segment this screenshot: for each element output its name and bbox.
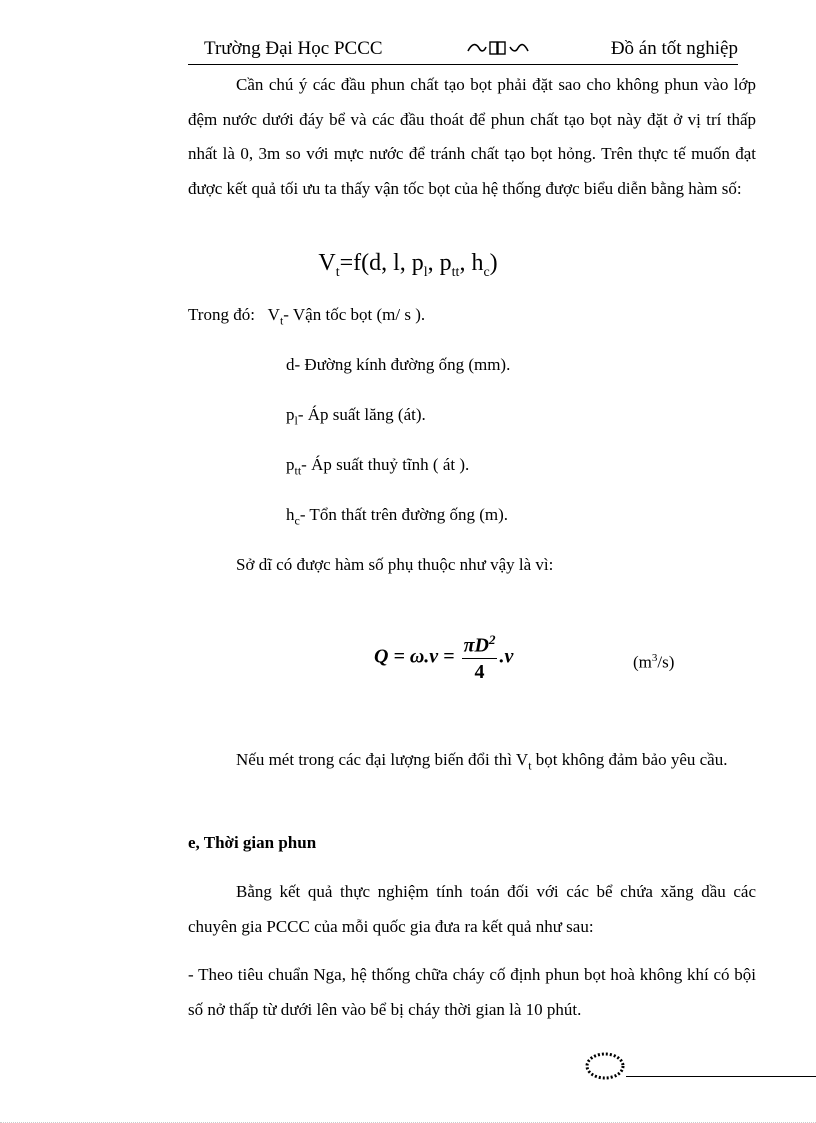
- where-line-ptt: $p_{tt}-$ Áp suất thuỷ tĩnh ( át ).: [286, 455, 470, 478]
- reason-line: Sở dĩ có được hàm số phụ thuộc như vậy là vì:: [236, 555, 554, 574]
- footer-rule: [626, 1076, 816, 1077]
- flow-formula: Q = ω.v = $\frac{\pi D^2}{4}$ .v: [374, 632, 514, 683]
- paragraph-2: Nếu mét trong các đại lượng biến đổi thì $V_t$ bọt không đảm bảo yêu cầu.: [236, 750, 728, 773]
- where-line-v: Trong đó: $V_t-$ Vận tốc bọt (m/ s ).: [188, 305, 426, 328]
- ornament-icon: [466, 39, 530, 63]
- where-line-hc: $h_c-$ Tổn thất trên đường ống (m).: [286, 505, 508, 528]
- paragraph-4: - Theo tiêu chuẩn Nga, hệ thống chữa cháy cố định phun bọt hoà không khí có bội số nở thấp từ dưới lên vào bể bị cháy thời gian là 10 phút.: [188, 965, 756, 1019]
- function-equation: $V_t=f(d$, l, $p_l$, $p_{tt}$, $h_c$): [318, 250, 498, 280]
- header-title: Đồ án tốt nghiệp: [610, 38, 738, 59]
- header-school: Trường Đại Học PCCC: [204, 38, 383, 59]
- section-title: e, Thời gian phun: [188, 833, 317, 852]
- page-header: [188, 38, 738, 65]
- where-line-d: d- Đường kính đường ống (mm).: [286, 355, 511, 374]
- formula-unit: $(m^3/s)$: [633, 652, 675, 672]
- paragraph-3: Bằng kết quả thực nghiệm tính toán đối với các bể chứa xăng dầu các chuyên gia PCCC của mỗi quốc gia đưa ra kết quả như sau:: [188, 882, 756, 936]
- paragraph-1: Cần chú ý các đầu phun chất tạo bọt phải đặt sao cho không phun vào lớp đệm nước dưới đáy bể và các đầu thoát để phun chất tạo bọt này đặt ở vị trí thấp nhất là 0, 3m so với mực nước để tránh chất tạo bọt hỏng. Trên thực tế muốn đạt được kết quả tối ưu ta thấy vận tốc bọt của hệ thống được biểu diễn bằng hàm số:: [188, 75, 756, 198]
- footer-ornament-icon: [584, 1050, 626, 1087]
- where-line-pl: $p_l-$ Áp suất lăng (át).: [286, 405, 426, 428]
